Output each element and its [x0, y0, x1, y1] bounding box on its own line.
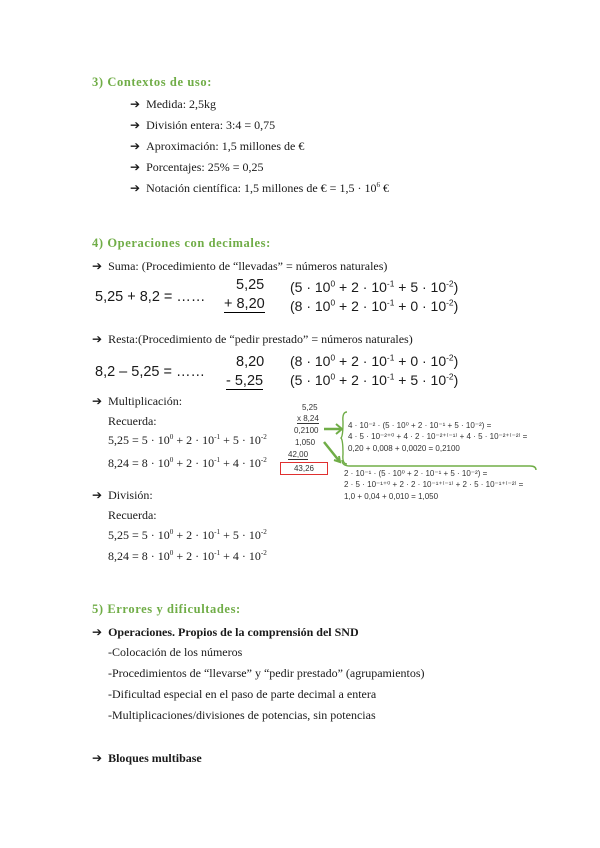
mult-calc-row-3: 42,00: [288, 450, 309, 459]
div-decomposition-2: $8,24 = 8 \cdot 10^0 + 2 \cdot 10^{-1} + 4 \cdot 10^{-2}$: [108, 549, 267, 563]
suma-bottom-operand: + 8,20: [224, 296, 265, 312]
arrow-icon: ➔: [92, 332, 103, 346]
resta-top-operand: 8,20: [236, 354, 265, 370]
arrow-icon: ➔: [92, 394, 103, 408]
list-item: -Procedimientos de “llevarse” y “pedir prestado” (agrupamientos): [108, 666, 425, 680]
section-4-title: 4) Operaciones con decimales:: [92, 236, 271, 250]
mult-calc-factor: x 8,24: [297, 414, 319, 423]
mult-decomposition-2: $8,24 = 8 \cdot 10^0 + 2 \cdot 10^{-1} + 4 \cdot 10^{-2}$: [108, 456, 267, 470]
bloques-heading: ➔ Bloques multibase: [92, 751, 202, 765]
arrow-icon: ➔: [130, 160, 141, 174]
mult-calc-row-1: 0,2100: [294, 426, 319, 435]
arrow-icon: ➔: [92, 751, 103, 765]
list-item: ➔ Notación científica: 1,5 millones de € = $1,5 \cdot 10^6$ €: [130, 181, 390, 195]
mult-calc-row-2: 1,050: [295, 438, 316, 447]
resta-heading: ➔ Resta:(Procedimiento de “pedir prestado” = números naturales): [92, 332, 413, 346]
section-5-title: 5) Errores y dificultades:: [92, 602, 241, 616]
mult-heading: ➔ Multiplicación:: [92, 394, 183, 408]
section-3-title: 3) Contextos de uso:: [92, 75, 212, 89]
suma-power-2: $(8 \cdot 10^0 + 2 \cdot 10^{-1} + 0 \cdot 10^{-2})$: [290, 297, 459, 314]
list-item: ➔ División entera: 3:4 = 0,75: [130, 118, 276, 132]
mult-note-1-line-3: 0,20 + 0,008 + 0,0020 = 0,2100: [348, 444, 460, 453]
list-item: -Colocación de los números: [108, 645, 243, 659]
mult-note-2-line-2: 2 · 5 · 10⁻¹⁺⁰ + 2 · 2 · 10⁻¹⁺⁽⁻¹⁾ + 2 · 5 · 10⁻¹⁺⁽⁻²⁾ =: [344, 480, 524, 489]
div-heading: ➔ División:: [92, 488, 153, 502]
mult-recuerda: Recuerda:: [108, 414, 157, 428]
mult-calc-top: 5,25: [302, 403, 318, 412]
arrow-icon: ➔: [130, 97, 141, 111]
operaciones-heading: ➔ Operaciones. Propios de la comprensión del SND: [92, 625, 359, 639]
mult-note-1-line-2: 4 · 5 · 10⁻²⁺⁰ + 4 · 2 · 10⁻²⁺⁽⁻¹⁾ + 4 · 5 · 10⁻²⁺⁽⁻²⁾ =: [348, 432, 528, 441]
arrow-icon: ➔: [92, 259, 103, 273]
mult-note-2-line-1: 2 · 10⁻¹ · (5 · 10⁰ + 2 · 10⁻¹ + 5 · 10⁻²) =: [344, 469, 488, 478]
suma-heading: ➔ Suma: (Procedimiento de “llevadas” = números naturales): [92, 259, 388, 273]
resta-power-2: $(5 \cdot 10^0 + 2 \cdot 10^{-1} + 5 \cdot 10^{-2})$: [290, 371, 459, 388]
arrow-icon: ➔: [130, 181, 141, 195]
suma-top-operand: 5,25: [236, 277, 265, 293]
resta-bottom-operand: - 5,25: [226, 373, 264, 389]
suma-power-1: $(5 \cdot 10^0 + 2 \cdot 10^{-1} + 5 \cdot 10^{-2})$: [290, 278, 459, 295]
mult-note-1-line-1: 4 · 10⁻² · (5 · 10⁰ + 2 · 10⁻¹ + 5 · 10⁻²) =: [348, 421, 492, 430]
mult-decomposition-1: $5,25 = 5 \cdot 10^0 + 2 \cdot 10^{-1} + 5 \cdot 10^{-2}$: [108, 433, 267, 447]
suma-expression: 5,25 + 8,2 = ……: [95, 289, 206, 305]
list-item: -Multiplicaciones/divisiones de potencias, sin potencias: [108, 708, 376, 722]
mult-calc-result: 43,26: [280, 462, 328, 475]
arrow-icon: ➔: [92, 488, 103, 502]
arrow-icon: ➔: [92, 625, 103, 639]
div-decomposition-1: $5,25 = 5 \cdot 10^0 + 2 \cdot 10^{-1} + 5 \cdot 10^{-2}$: [108, 528, 267, 542]
resta-power-1: $(8 \cdot 10^0 + 2 \cdot 10^{-1} + 0 \cdot 10^{-2})$: [290, 352, 459, 369]
list-item: ➔ Porcentajes: 25% = 0,25: [130, 160, 264, 174]
arrow-icon: ➔: [130, 118, 141, 132]
resta-expression: 8,2 – 5,25 = ……: [95, 364, 206, 380]
list-item: -Dificultad especial en el paso de parte decimal a entera: [108, 687, 377, 701]
mult-note-2-line-3: 1,0 + 0,04 + 0,010 = 1,050: [344, 492, 439, 501]
arrow-icon: ➔: [130, 139, 141, 153]
list-item: ➔ Aproximación: 1,5 millones de €: [130, 139, 305, 153]
div-recuerda: Recuerda:: [108, 508, 157, 522]
list-item: ➔ Medida: 2,5kg: [130, 97, 217, 111]
